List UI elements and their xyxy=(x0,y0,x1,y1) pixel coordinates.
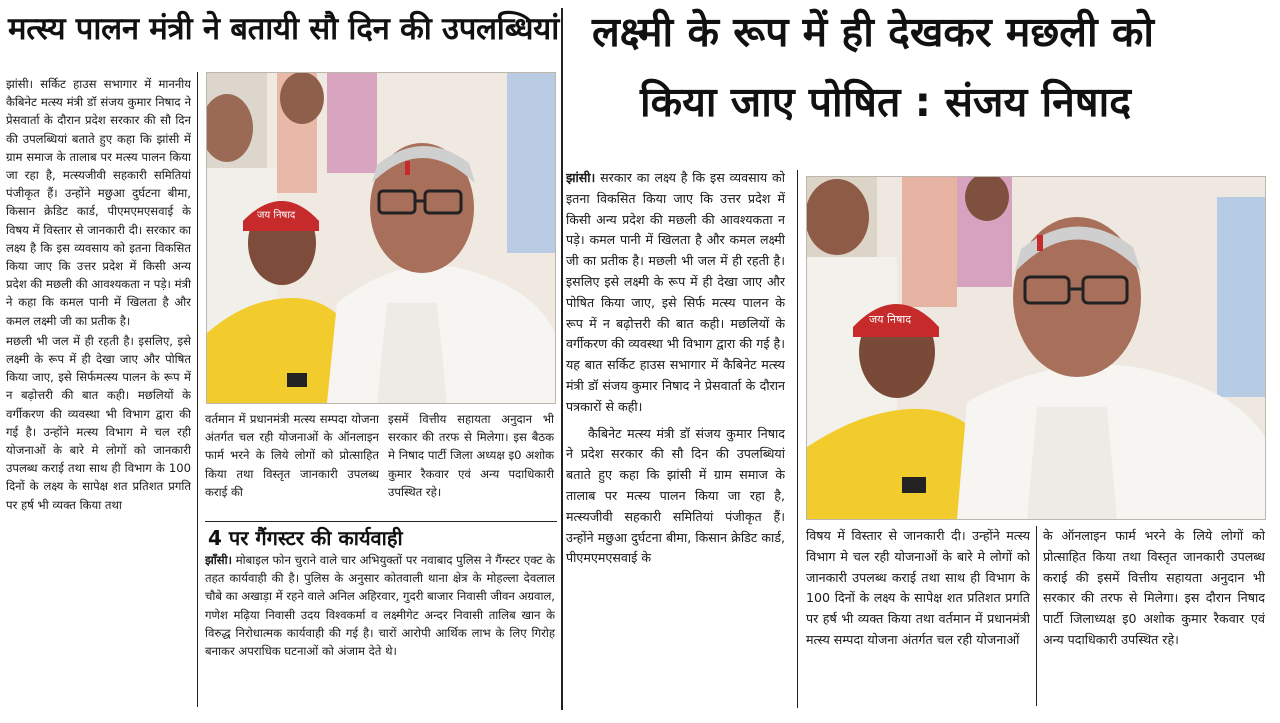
column-divider xyxy=(197,72,198,707)
story1-para: झांसी। सर्किट हाउस सभागार में माननीय कैबिनेट मत्स्य मंत्री डॉ संजय कुमार निषाद ने प्रेसवार्ता के दौरान प्रदेश सरकार की सौ दिन की उपलब्धियां बताते हुए कहा कि झांसी में ग्राम समाज के तालाब पर मत्स्य पालन किया जा रहा है, मत्स्यजीवी सहकारी समितियां पंजीकृत हैं। उन्होंने मछुआ दुर्घटना बीमा, किसान क्रेडिट कार्ड, पीएमएमएसवाई के विषय में विस्तार से जानकारी दी। सरकार का लक्ष्य है कि इस व्यवसाय को इतना विकसित किया जाए कि उत्तर प्रदेश में किसी अन्य प्रदेश की मछली की आवश्यकता न पड़े। मंत्री ने कहा कि कमल पानी में खिलता है और कमल लक्ष्मी जी का प्रतीक है। xyxy=(6,77,191,328)
section-divider xyxy=(205,521,557,522)
story3-dateline: झांसी। xyxy=(566,170,596,185)
photo-illustration xyxy=(807,177,1265,519)
story3-column-3: के ऑनलाइन फार्म भरने के लिये लोगों को प्रोत्साहित किया तथा विस्तृत जानकारी उपलब्ध कराई की इसमें वित्तीय सहायता अनुदान भी सरकार की तरफ से मिलेगा। इस दौरान निषाद पार्टी जिलाध्यक्ष इ0 अशोक कुमार रैकवार एवं अन्य पदाधिकारी उपस्थित रहे। xyxy=(1043,528,1265,647)
story2-text: मोबाइल फोन चुराने वाले चार अभियुक्तों पर नवाबाद पुलिस ने गैंग्स्टर एक्ट के तहत कार्यवाही की है। पुलिस के अनुसार कोतवाली थाना क्षेत्र के मोहल्ला देवलाल चौबे का अखाड़ा में रहने वाले अनिल अहिरवार, गुदरी बाजार निवासी जीवन अग्रवाल, गणेश मढ़िया निवासी उदय विश्वकर्मा व लक्ष्मीगेट अन्दर निवासी तालिब खान के विरुद्ध निरोधात्मक कार्यवाही की गई है। चारों आरोपी आर्थिक लाभ के लिए गिरोह बनाकर अपराधिक घटनाओं को अंजाम देते थे। xyxy=(205,553,555,659)
photo-illustration xyxy=(207,73,555,403)
story1-column-2: वर्तमान में प्रधानमंत्री मत्स्य सम्पदा योजना अंतर्गत चल रही योजनाओं के ऑनलाइन फार्म भरने के लिये लोगों को प्रोत्साहित किया तथा विस्तृत जानकारी उपलब्ध कराई की xyxy=(205,412,379,499)
story3-headline-line2: किया जाए पोषित : संजय निषाद xyxy=(640,78,1131,126)
story3-column-1 xyxy=(566,168,785,708)
story1-para: मछली भी जल में ही रहती है। इसलिए, इसे लक्ष्मी के रूप में ही देखा जाए और पोषित किया जाए, इसे सिर्फमत्स्य पालन के रूप में न बढ़ोत्तरी की बात कही। मछलियों के वर्गीकरण की व्यवस्था भी विभाग द्वारा की गई है। उन्होंने मत्स्य विभाग मे चल रही योजनाओं के बारे मे लोगों को जानकारी उपलब्ध कराई तथा साथ ही विभाग के 100 दिनों के लक्ष्य के सापेक्ष शत प्रतिशत प्रगति पर हर्ष भी व्यक्त किया तथा xyxy=(6,333,191,512)
column-divider xyxy=(797,170,798,708)
cap-text: जय निषाद xyxy=(257,210,296,221)
story1-column-3: इसमें वित्तीय सहायता अनुदान भी सरकार की तरफ से मिलेगा। इस बैठक मे निषाद पार्टी जिला अध्यक्ष इ0 अशोक कुमार रैकवार एवं अन्य पदाधिकारी उपस्थित रहे। xyxy=(388,412,554,499)
story3-para xyxy=(566,168,785,418)
story2-body xyxy=(205,551,555,706)
story2-dateline: झाँसी। xyxy=(205,553,233,567)
story2-headline: 4 पर गैंगस्टर की कार्यवाही xyxy=(208,526,403,550)
cap-text: जय निषाद xyxy=(869,313,912,326)
story3-text: सरकार का लक्ष्य है कि इस व्यवसाय को इतना विकसित किया जाए कि उत्तर प्रदेश में किसी अन्य प्रदेश की मछली की आवश्यकता न पड़े। कमल पानी में खिलता है और कमल लक्ष्मी जी का प्रतीक है। मछली भी जल में ही रहती है। इसलिए इसे लक्ष्मी के रूप में ही देखा जाए और पोषित किया जाए, इसे सिर्फ मत्स्य पालन के रूप में न बढ़ोत्तरी की बात कही। मछलियों के वर्गीकरण की व्यवस्था भी विभाग द्वारा की गई है। यह बात सर्किट हाउस सभागार में कैबिनेट मत्स्य मंत्री डॉ संजय कुमार निषाद ने प्रेसवार्ता के दौरान पत्रकारों से कही। xyxy=(566,170,785,414)
story3-para: कैबिनेट मत्स्य मंत्री डॉ संजय कुमार निषाद ने प्रदेश सरकार की सौ दिन की उपलब्धियां बताते हुए कहा कि झांसी में ग्राम समाज के तालाब पर मत्स्य पालन किया जा रहा है, मत्स्यजीवी सहकारी समितियां पंजीकृत हैं। उन्होंने मछुआ दुर्घटना बीमा, किसान क्रेडिट कार्ड, पीएमएमएसवाई के xyxy=(566,425,785,566)
column-divider xyxy=(1036,526,1037,706)
press-conference-photo xyxy=(206,72,556,404)
story1-column-1 xyxy=(6,75,191,705)
story1-headline: मत्स्य पालन मंत्री ने बतायी सौ दिन की उपलब्धियां xyxy=(8,11,559,47)
minister-photo xyxy=(806,176,1266,520)
story-divider xyxy=(561,8,563,710)
story3-headline-line1: लक्ष्मी के रूप में ही देखकर मछली को xyxy=(592,8,1154,56)
story3-column-2: विषय में विस्तार से जानकारी दी। उन्होंने मत्स्य विभाग मे चल रही योजनाओं के बारे मे लोगों को जानकारी उपलब्ध कराई तथा साथ ही विभाग के 100 दिनों के लक्ष्य के सापेक्ष शत प्रतिशत प्रगति पर हर्ष भी व्यक्त किया तथा वर्तमान में प्रधानमंत्री मत्स्य सम्पदा योजना अंतर्गत चल रही योजनाओं xyxy=(806,528,1030,647)
